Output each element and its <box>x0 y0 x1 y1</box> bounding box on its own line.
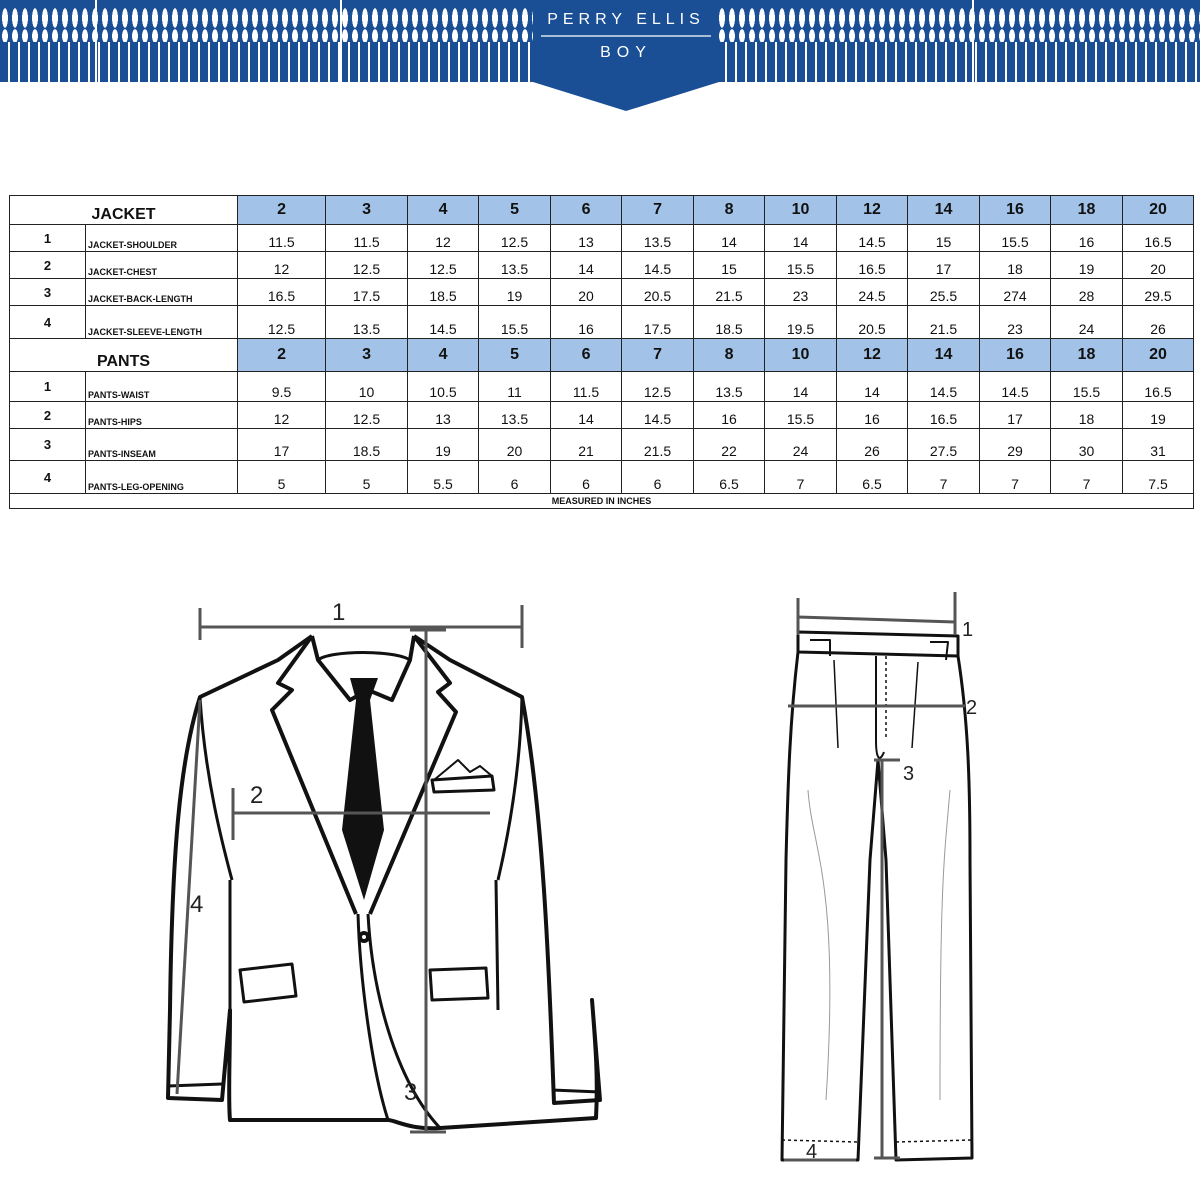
measurement-value: 24.5 <box>837 279 908 306</box>
measurement-value: 5 <box>326 461 408 494</box>
measurement-value: 7 <box>908 461 980 494</box>
pants-label-waist: 1 <box>962 619 974 641</box>
measurement-value: 13.5 <box>479 252 551 279</box>
measurement-label: JACKET-CHEST <box>86 252 238 279</box>
measurement-value: 19.5 <box>765 306 837 339</box>
measurement-label: JACKET-SHOULDER <box>86 225 238 252</box>
measurement-value: 14.5 <box>622 402 694 429</box>
measurement-value: 12.5 <box>408 252 479 279</box>
measurement-value: 19 <box>479 279 551 306</box>
measurement-value: 26 <box>1123 306 1194 339</box>
size-header-cell: 4 <box>408 339 479 372</box>
measurement-value: 11 <box>479 372 551 402</box>
measurement-value: 17.5 <box>622 306 694 339</box>
measurement-number: 2 <box>10 402 86 429</box>
pants-illustration <box>782 632 972 1160</box>
measurement-value: 15 <box>908 225 980 252</box>
measurement-value: 6.5 <box>837 461 908 494</box>
measurement-value: 15.5 <box>765 402 837 429</box>
jacket-label-sleeve: 4 <box>190 891 204 918</box>
measurement-value: 24 <box>1051 306 1123 339</box>
size-header-cell: 10 <box>765 339 837 372</box>
measurement-value: 12 <box>408 225 479 252</box>
size-header-cell: 12 <box>837 339 908 372</box>
measurement-value: 13.5 <box>622 225 694 252</box>
measurement-value: 14 <box>551 252 622 279</box>
measurement-value: 17 <box>238 429 326 461</box>
measurement-number: 4 <box>10 306 86 339</box>
measurement-value: 7.5 <box>1123 461 1194 494</box>
measurement-value: 14.5 <box>980 372 1051 402</box>
size-header-cell: 8 <box>694 339 765 372</box>
measurement-value: 14 <box>694 225 765 252</box>
size-header-cell: 20 <box>1123 339 1194 372</box>
measurement-number: 1 <box>10 225 86 252</box>
measurement-value: 16 <box>551 306 622 339</box>
measurement-label: PANTS-INSEAM <box>86 429 238 461</box>
measurement-value: 13.5 <box>326 306 408 339</box>
measurement-number: 3 <box>10 429 86 461</box>
measurement-value: 5 <box>238 461 326 494</box>
measurement-value: 10 <box>326 372 408 402</box>
jacket-label-back-length: 3 <box>404 1079 418 1106</box>
measurement-value: 20 <box>1123 252 1194 279</box>
measurement-value: 15 <box>694 252 765 279</box>
measurement-value: 14.5 <box>837 225 908 252</box>
measurement-value: 14.5 <box>408 306 479 339</box>
measurement-value: 15.5 <box>1051 372 1123 402</box>
measurement-value: 13 <box>551 225 622 252</box>
measurement-value: 14.5 <box>908 372 980 402</box>
measurement-value: 13 <box>408 402 479 429</box>
measurement-value: 18.5 <box>326 429 408 461</box>
pants-section-title: PANTS <box>10 339 238 372</box>
brand-subline: BOY <box>600 44 652 61</box>
size-header-cell: 18 <box>1051 196 1123 225</box>
measurement-value: 27.5 <box>908 429 980 461</box>
measurement-number: 2 <box>10 252 86 279</box>
jacket-illustration <box>168 636 600 1128</box>
size-header-cell: 16 <box>980 196 1051 225</box>
measurement-value: 12.5 <box>238 306 326 339</box>
measurement-value: 12 <box>238 402 326 429</box>
measurement-value: 14 <box>765 372 837 402</box>
size-header-cell: 5 <box>479 196 551 225</box>
tie-shape <box>342 678 384 900</box>
measurement-value: 15.5 <box>765 252 837 279</box>
measurement-value: 26 <box>837 429 908 461</box>
measurement-value: 13.5 <box>479 402 551 429</box>
measurement-value: 6 <box>551 461 622 494</box>
jacket-label-chest: 2 <box>250 782 264 809</box>
measurement-value: 9.5 <box>238 372 326 402</box>
measurement-value: 14.5 <box>622 252 694 279</box>
measurement-value: 16.5 <box>908 402 980 429</box>
measurement-value: 23 <box>765 279 837 306</box>
measurement-value: 12.5 <box>479 225 551 252</box>
measurement-value: 16.5 <box>837 252 908 279</box>
measurement-value: 6 <box>622 461 694 494</box>
pants-label-leg-opening: 4 <box>806 1141 818 1163</box>
measurement-value: 21.5 <box>694 279 765 306</box>
measurement-value: 20 <box>551 279 622 306</box>
measurement-value: 12 <box>238 252 326 279</box>
measurement-value: 15.5 <box>479 306 551 339</box>
measurement-value: 19 <box>408 429 479 461</box>
measurement-value: 21.5 <box>622 429 694 461</box>
measurement-value: 16 <box>837 402 908 429</box>
measurement-value: 14 <box>551 402 622 429</box>
measurement-value: 18.5 <box>408 279 479 306</box>
measurement-value: 14 <box>765 225 837 252</box>
measurement-value: 18 <box>1051 402 1123 429</box>
measurement-value: 24 <box>765 429 837 461</box>
measurement-label: PANTS-HIPS <box>86 402 238 429</box>
size-header-cell: 18 <box>1051 339 1123 372</box>
measurement-value: 31 <box>1123 429 1194 461</box>
measurement-number: 1 <box>10 372 86 402</box>
pants-label-hips: 2 <box>966 697 978 719</box>
measurement-value: 20.5 <box>622 279 694 306</box>
size-header-cell: 20 <box>1123 196 1194 225</box>
measurement-label: JACKET-BACK-LENGTH <box>86 279 238 306</box>
size-header-cell: 6 <box>551 196 622 225</box>
measurement-value: 13.5 <box>694 372 765 402</box>
measurement-label: JACKET-SLEEVE-LENGTH <box>86 306 238 339</box>
size-header-cell: 8 <box>694 196 765 225</box>
jacket-section-title: JACKET <box>10 196 238 225</box>
pants-label-inseam: 3 <box>903 763 915 785</box>
brand-name: PERRY ELLIS <box>547 11 705 28</box>
size-header-cell: 7 <box>622 196 694 225</box>
size-header-cell: 12 <box>837 196 908 225</box>
measurement-value: 17 <box>908 252 980 279</box>
measurement-value: 25.5 <box>908 279 980 306</box>
measurement-value: 20.5 <box>837 306 908 339</box>
size-header-cell: 6 <box>551 339 622 372</box>
measurement-value: 12.5 <box>326 402 408 429</box>
measurement-value: 18 <box>980 252 1051 279</box>
measurement-value: 21.5 <box>908 306 980 339</box>
measurement-value: 11.5 <box>238 225 326 252</box>
size-header-cell: 5 <box>479 339 551 372</box>
size-header-cell: 2 <box>238 196 326 225</box>
size-header-cell: 3 <box>326 339 408 372</box>
measurement-value: 274 <box>980 279 1051 306</box>
measurement-value: 18.5 <box>694 306 765 339</box>
measurement-value: 10.5 <box>408 372 479 402</box>
measurement-value: 17.5 <box>326 279 408 306</box>
measurement-value: 6.5 <box>694 461 765 494</box>
size-header-cell: 4 <box>408 196 479 225</box>
size-header-cell: 10 <box>765 196 837 225</box>
measurement-value: 7 <box>1051 461 1123 494</box>
measurement-value: 29.5 <box>1123 279 1194 306</box>
measurement-value: 19 <box>1051 252 1123 279</box>
measurement-value: 5.5 <box>408 461 479 494</box>
measurement-value: 19 <box>1123 402 1194 429</box>
size-header-cell: 14 <box>908 339 980 372</box>
measurement-value: 22 <box>694 429 765 461</box>
measurement-value: 21 <box>551 429 622 461</box>
measurement-value: 17 <box>980 402 1051 429</box>
measurement-value: 20 <box>479 429 551 461</box>
measurement-value: 30 <box>1051 429 1123 461</box>
measurement-value: 16.5 <box>1123 372 1194 402</box>
measurement-value: 11.5 <box>551 372 622 402</box>
measurement-value: 6 <box>479 461 551 494</box>
pants-measure-lines <box>784 592 965 1160</box>
size-header-cell: 14 <box>908 196 980 225</box>
size-header-cell: 7 <box>622 339 694 372</box>
measurement-value: 12.5 <box>326 252 408 279</box>
measurement-unit-note: MEASURED IN INCHES <box>10 494 1194 509</box>
measurement-value: 12.5 <box>622 372 694 402</box>
measurement-label: PANTS-LEG-OPENING <box>86 461 238 494</box>
measurement-number: 4 <box>10 461 86 494</box>
measurement-value: 7 <box>980 461 1051 494</box>
measurement-value: 16.5 <box>238 279 326 306</box>
size-header-cell: 2 <box>238 339 326 372</box>
measurement-number: 3 <box>10 279 86 306</box>
measurement-value: 15.5 <box>980 225 1051 252</box>
size-header-cell: 16 <box>980 339 1051 372</box>
size-header-cell: 3 <box>326 196 408 225</box>
measurement-value: 29 <box>980 429 1051 461</box>
measurement-value: 16 <box>694 402 765 429</box>
measurement-value: 7 <box>765 461 837 494</box>
jacket-label-shoulder: 1 <box>332 599 346 626</box>
measurement-value: 11.5 <box>326 225 408 252</box>
measurement-value: 16.5 <box>1123 225 1194 252</box>
measurement-value: 14 <box>837 372 908 402</box>
measurement-label: PANTS-WAIST <box>86 372 238 402</box>
measurement-value: 28 <box>1051 279 1123 306</box>
measurement-value: 16 <box>1051 225 1123 252</box>
measurement-value: 23 <box>980 306 1051 339</box>
